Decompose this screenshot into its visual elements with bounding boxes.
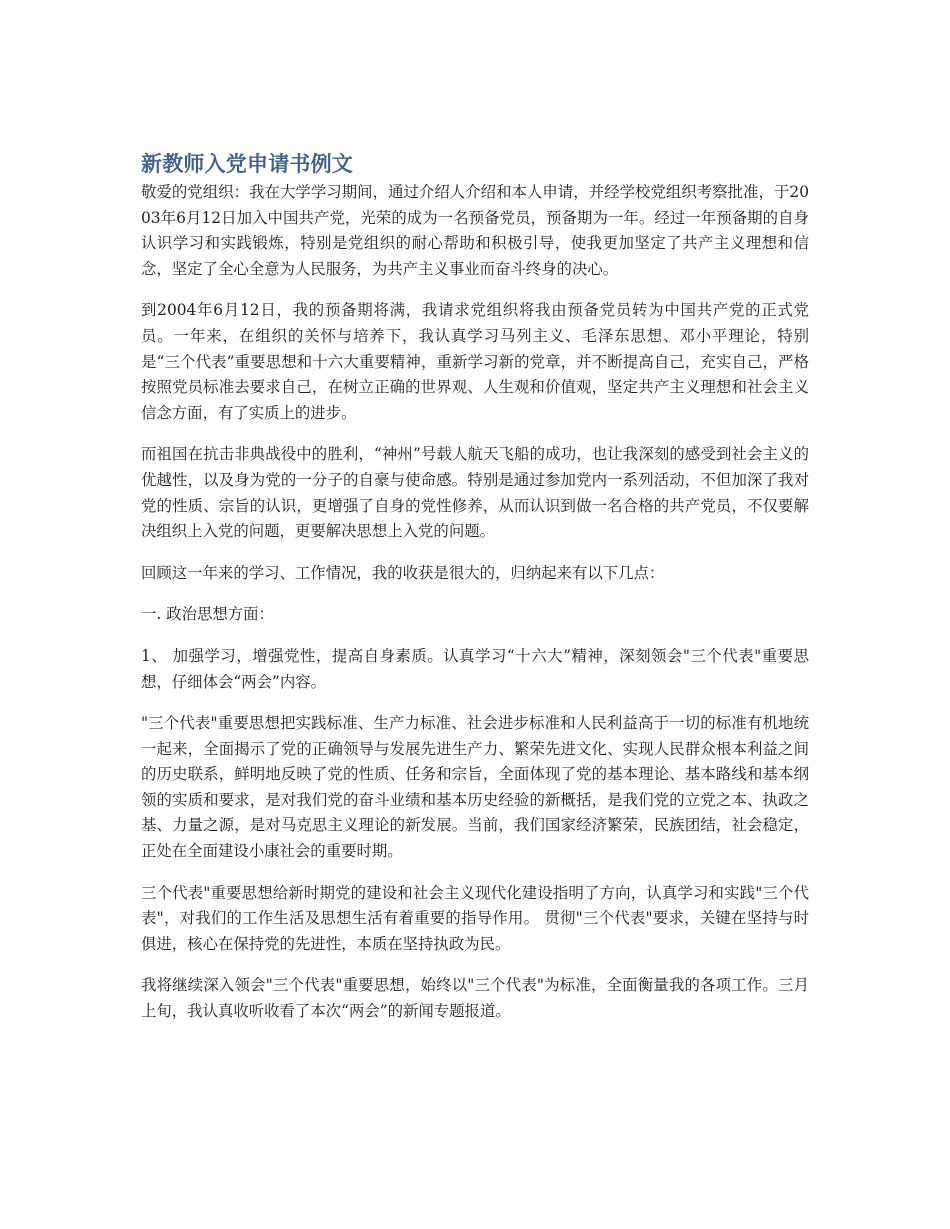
paragraph-salutation: 敬爱的党组织：我在大学学习期间，通过介绍人介绍和本人申请，并经学校党组织考察批准，于2003年6月12日加入中国共产党，光荣的成为一名预备党员，预备期为一年。经过一年预备期的自身认识学习和实践锻炼，特别是党组织的耐心帮助和积极引导，使我更加坚定了共产主义理想和信念，坚定了全心全意为人民服务，为共产主义事业而奋斗终身的决心。 [141,183,809,278]
paragraph-motivation: 而祖国在抗击非典战役中的胜利，“神州”号载人航天飞船的成功，也让我深刻的感受到社会主义的优越性，以及身为党的一分子的自豪与使命感。特别是通过参加党内一系列活动，不但加深了我对党的性质、宗旨的认识，更增强了自身的党性修养，从而认识到做一名合格的共产党员，不仅要解决组织上入党的问题，更要解决思想上入党的问题。 [141,445,809,541]
section-heading-politics: 一. 政治思想方面： [141,605,274,624]
paragraph-three-represents: "三个代表"重要思想把实践标准、生产力标准、社会进步标准和人民利益高于一切的标准有机地统一起来，全面揭示了党的正确领导与发展先进生产力、繁荣先进文化、实现人民群众根本利益之间的历史联系，鲜明地反映了党的性质、任务和宗旨，全面体现了党的基本理论、基本路线和基本纲领的实质和要求，是对我们党的奋斗业绩和基本历史经验的新概括，是我们党的立党之本、执政之基、力量之源，是对马克思主义理论的新发展。当前，我们国家经济繁荣，民族团结，社会稳定，正处在全面建设小康社会的重要时期。 [141,714,809,861]
paragraph-commitment: 我将继续深入领会"三个代表"重要思想，始终以"三个代表"为标准，全面衡量我的各项工作。三月上旬，我认真收听收看了本次“两会”的新闻专题报道。 [141,976,809,1021]
paragraph-guidance: 三个代表"重要思想给新时期党的建设和社会主义现代化建设指明了方向，认真学习和实践"三个代表"，对我们的工作生活及思想生活有着重要的指导作用。 贯彻"三个代表"要求，关键在坚持与时俱进，核心在保持党的先进性，本质在坚持执政为民。 [141,883,809,953]
document-body [141,150,809,1041]
paragraph-review: 回顾这一年来的学习、工作情况，我的收获是很大的，归纳起来有以下几点： [141,563,665,582]
document-title: 新教师入党申请书例文 [141,152,353,176]
paragraph-probation: 到2004年6月12日，我的预备期将满，我请求党组织将我由预备党员转为中国共产党的正式党员。一年来，在组织的关怀与培养下，我认真学习马列主义、毛泽东思想、邓小平理论，特别是“三个代表”重要思想和十六大重要精神，重新学习新的党章，并不断提高自己，充实自己，严格按照党员标准去要求自己，在树立正确的世界观、人生观和价值观，坚定共产主义理想和社会主义信念方面，有了实质上的进步。 [141,301,809,422]
paragraph-point-1: 1、 加强学习，增强党性，提高自身素质。认真学习“十六大”精神，深刻领会"三个代表"重要思想，仔细体会“两会”内容。 [141,646,809,691]
